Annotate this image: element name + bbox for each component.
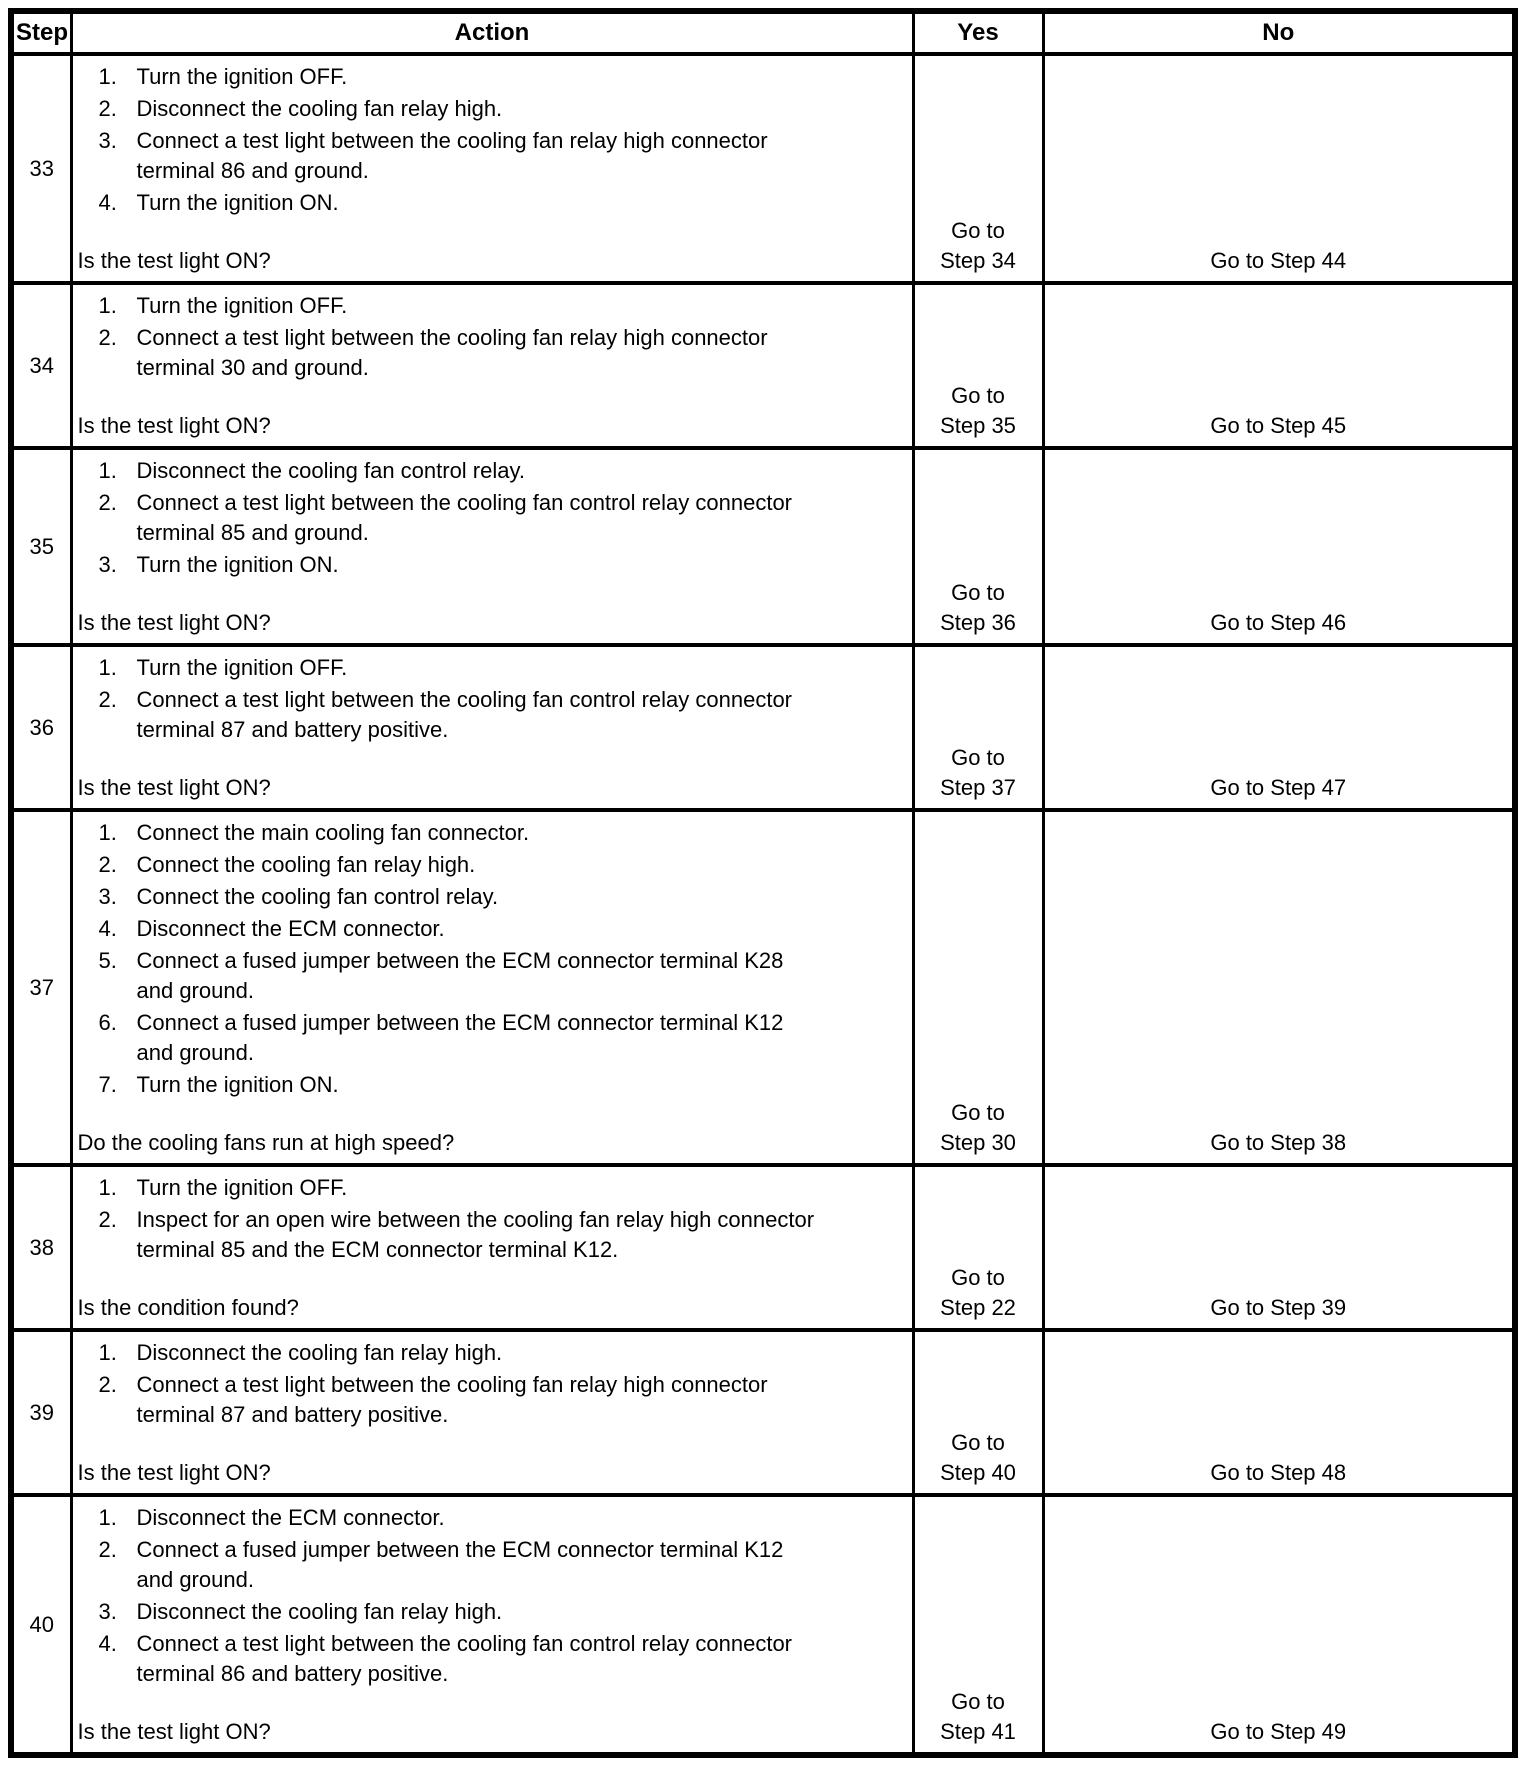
- action-item-number: 1.: [98, 1505, 117, 1530]
- action-item-number: 3.: [98, 128, 117, 153]
- action-question: Is the test light ON?: [77, 1719, 271, 1744]
- table-row: [11, 810, 1515, 1165]
- action-item: [73, 1008, 894, 1068]
- action-line: Disconnect the cooling fan control relay.: [136, 458, 525, 483]
- action-list: [73, 653, 894, 745]
- step-number: 33: [11, 54, 71, 283]
- action-line: Turn the ignition ON.: [136, 1072, 339, 1097]
- action-item: [73, 914, 894, 944]
- yes-goto-line2: Step 36: [940, 610, 1016, 635]
- action-item-text: [137, 1008, 894, 1068]
- action-list: [73, 818, 894, 1100]
- action-item: [73, 685, 894, 745]
- yes-goto-line1: Go to: [951, 1100, 1005, 1125]
- action-question: Is the test light ON?: [77, 775, 271, 800]
- action-cell: [71, 810, 913, 1165]
- action-item-text: [137, 653, 894, 683]
- action-cell: [71, 448, 913, 645]
- table-row: [11, 283, 1515, 448]
- action-item: [73, 550, 894, 580]
- diagnostic-table: [8, 8, 1518, 1758]
- no-goto: Go to Step 44: [1043, 54, 1515, 283]
- action-line: and ground.: [136, 978, 254, 1003]
- action-item-text: [137, 1173, 894, 1203]
- yes-goto-line2: Step 22: [940, 1295, 1016, 1320]
- action-item-number: 2.: [98, 325, 117, 350]
- action-item-number: 2.: [98, 490, 117, 515]
- action-item: [73, 94, 894, 124]
- action-item-number: 3.: [98, 884, 117, 909]
- action-item-text: [137, 94, 894, 124]
- action-question: Is the test light ON?: [77, 413, 271, 438]
- no-goto: Go to Step 38: [1043, 810, 1515, 1165]
- action-item: [73, 1629, 894, 1689]
- action-line: terminal 86 and ground.: [136, 158, 369, 183]
- action-list: [73, 456, 894, 580]
- action-item-number: 2.: [98, 1372, 117, 1397]
- action-item-number: 2.: [98, 687, 117, 712]
- step-number: 39: [11, 1330, 71, 1495]
- action-item-text: [137, 126, 894, 186]
- no-goto: Go to Step 39: [1043, 1165, 1515, 1330]
- action-item: [73, 126, 894, 186]
- action-item-text: [137, 291, 894, 321]
- action-item: [73, 1503, 894, 1533]
- action-cell: [71, 54, 913, 283]
- action-item-text: [137, 818, 894, 848]
- yes-cell: [913, 645, 1043, 810]
- action-item-number: 4.: [98, 916, 117, 941]
- header-yes: Yes: [913, 11, 1043, 54]
- step-number: 34: [11, 283, 71, 448]
- action-item: [73, 1173, 894, 1203]
- yes-goto-line2: Step 34: [940, 248, 1016, 273]
- action-question: Is the test light ON?: [77, 610, 271, 635]
- action-line: Turn the ignition ON.: [136, 190, 339, 215]
- action-item-text: [137, 850, 894, 880]
- action-line: Connect a test light between the cooling fan relay high connector: [136, 1372, 768, 1397]
- action-item: [73, 488, 894, 548]
- action-line: and ground.: [136, 1040, 254, 1065]
- action-list: [73, 291, 894, 383]
- action-line: Connect the main cooling fan connector.: [136, 820, 530, 845]
- action-item: [73, 1370, 894, 1430]
- action-line: terminal 30 and ground.: [136, 355, 369, 380]
- action-line: Disconnect the ECM connector.: [136, 916, 445, 941]
- action-item-number: 3.: [98, 552, 117, 577]
- action-line: Disconnect the cooling fan relay high.: [136, 96, 503, 121]
- action-line: Connect a test light between the cooling fan relay high connector: [136, 325, 768, 350]
- action-line: Connect a test light between the cooling fan control relay connector: [136, 490, 793, 515]
- action-cell: [71, 1330, 913, 1495]
- action-item: [73, 456, 894, 486]
- action-item-number: 4.: [98, 1631, 117, 1656]
- action-line: Inspect for an open wire between the cooling fan relay high connector: [136, 1207, 815, 1232]
- yes-cell: [913, 1165, 1043, 1330]
- action-line: terminal 86 and battery positive.: [136, 1661, 449, 1686]
- yes-cell: [913, 810, 1043, 1165]
- yes-cell: [913, 54, 1043, 283]
- action-question: Is the test light ON?: [77, 248, 271, 273]
- action-line: Connect a test light between the cooling fan control relay connector: [136, 1631, 793, 1656]
- action-list: [73, 1173, 894, 1265]
- action-item-text: [137, 946, 894, 1006]
- step-number: 36: [11, 645, 71, 810]
- action-question: Do the cooling fans run at high speed?: [77, 1130, 455, 1155]
- no-goto: Go to Step 45: [1043, 283, 1515, 448]
- action-item-number: 1.: [98, 458, 117, 483]
- action-item-number: 1.: [98, 655, 117, 680]
- action-item-number: 2.: [98, 1207, 117, 1232]
- header-step: Step: [11, 11, 71, 54]
- action-item: [73, 882, 894, 912]
- action-line: Turn the ignition OFF.: [136, 655, 348, 680]
- no-goto: Go to Step 48: [1043, 1330, 1515, 1495]
- header-row: [11, 11, 1515, 54]
- table-row: [11, 54, 1515, 283]
- action-item-number: 5.: [98, 948, 117, 973]
- yes-goto-line2: Step 35: [940, 413, 1016, 438]
- action-item-text: [137, 882, 894, 912]
- action-line: Turn the ignition OFF.: [136, 64, 348, 89]
- action-line: Disconnect the ECM connector.: [136, 1505, 445, 1530]
- action-item: [73, 1597, 894, 1627]
- yes-goto-line1: Go to: [951, 580, 1005, 605]
- action-line: Disconnect the cooling fan relay high.: [136, 1340, 503, 1365]
- yes-cell: [913, 448, 1043, 645]
- action-item-text: [137, 488, 894, 548]
- action-item-number: 7.: [98, 1072, 117, 1097]
- yes-goto-line1: Go to: [951, 1430, 1005, 1455]
- header-no: No: [1043, 11, 1515, 54]
- action-item-text: [137, 685, 894, 745]
- action-item-text: [137, 323, 894, 383]
- action-item: [73, 1535, 894, 1595]
- action-question: Is the test light ON?: [77, 1460, 271, 1485]
- action-item: [73, 946, 894, 1006]
- action-line: and ground.: [136, 1567, 254, 1592]
- yes-cell: [913, 283, 1043, 448]
- yes-goto-line1: Go to: [951, 1689, 1005, 1714]
- action-item: [73, 188, 894, 218]
- action-item: [73, 1205, 894, 1265]
- action-line: Connect a fused jumper between the ECM connector terminal K28: [136, 948, 784, 973]
- action-list: [73, 62, 894, 218]
- action-line: Connect the cooling fan relay high.: [136, 852, 476, 877]
- yes-goto-line1: Go to: [951, 1265, 1005, 1290]
- table-row: [11, 1330, 1515, 1495]
- action-line: Connect the cooling fan control relay.: [136, 884, 499, 909]
- action-item-text: [137, 1535, 894, 1595]
- action-item-number: 6.: [98, 1010, 117, 1035]
- action-item: [73, 1338, 894, 1368]
- action-cell: [71, 1165, 913, 1330]
- action-item-number: 1.: [98, 64, 117, 89]
- action-item: [73, 1070, 894, 1100]
- action-item-number: 1.: [98, 1340, 117, 1365]
- action-line: Connect a test light between the cooling fan control relay connector: [136, 687, 793, 712]
- action-line: Turn the ignition OFF.: [136, 293, 348, 318]
- yes-goto-line2: Step 37: [940, 775, 1016, 800]
- action-line: Connect a test light between the cooling fan relay high connector: [136, 128, 768, 153]
- header-action: Action: [71, 11, 913, 54]
- step-number: 38: [11, 1165, 71, 1330]
- action-item-number: 3.: [98, 1599, 117, 1624]
- action-item-text: [137, 1370, 894, 1430]
- action-item: [73, 291, 894, 321]
- table-body: [11, 54, 1515, 1755]
- step-number: 37: [11, 810, 71, 1165]
- action-item: [73, 850, 894, 880]
- action-item-number: 2.: [98, 1537, 117, 1562]
- action-item: [73, 653, 894, 683]
- table-row: [11, 1165, 1515, 1330]
- action-item: [73, 323, 894, 383]
- yes-goto-line2: Step 41: [940, 1719, 1016, 1744]
- action-line: terminal 87 and battery positive.: [136, 1402, 449, 1427]
- action-line: terminal 85 and the ECM connector terminal K12.: [136, 1237, 619, 1262]
- action-cell: [71, 283, 913, 448]
- action-line: terminal 85 and ground.: [136, 520, 369, 545]
- action-question: Is the condition found?: [77, 1295, 299, 1320]
- yes-goto-line1: Go to: [951, 745, 1005, 770]
- action-item: [73, 62, 894, 92]
- action-item-number: 1.: [98, 293, 117, 318]
- action-item-text: [137, 914, 894, 944]
- action-item-text: [137, 1070, 894, 1100]
- action-line: terminal 87 and battery positive.: [136, 717, 449, 742]
- no-goto: Go to Step 49: [1043, 1495, 1515, 1755]
- action-line: Connect a fused jumper between the ECM connector terminal K12: [136, 1010, 784, 1035]
- action-item-number: 4.: [98, 190, 117, 215]
- yes-goto-line1: Go to: [951, 383, 1005, 408]
- yes-cell: [913, 1330, 1043, 1495]
- action-cell: [71, 645, 913, 810]
- action-cell: [71, 1495, 913, 1755]
- action-item-text: [137, 1629, 894, 1689]
- action-line: Turn the ignition ON.: [136, 552, 339, 577]
- action-item: [73, 818, 894, 848]
- no-goto: Go to Step 47: [1043, 645, 1515, 810]
- action-item-text: [137, 1503, 894, 1533]
- action-item-number: 2.: [98, 852, 117, 877]
- yes-goto-line1: Go to: [951, 218, 1005, 243]
- step-number: 40: [11, 1495, 71, 1755]
- action-list: [73, 1503, 894, 1689]
- action-item-number: 2.: [98, 96, 117, 121]
- step-number: 35: [11, 448, 71, 645]
- action-item-text: [137, 550, 894, 580]
- yes-cell: [913, 1495, 1043, 1755]
- no-goto: Go to Step 46: [1043, 448, 1515, 645]
- yes-goto-line2: Step 40: [940, 1460, 1016, 1485]
- action-item-number: 1.: [98, 820, 117, 845]
- table-row: [11, 645, 1515, 810]
- yes-goto-line2: Step 30: [940, 1130, 1016, 1155]
- action-line: Disconnect the cooling fan relay high.: [136, 1599, 503, 1624]
- action-item-text: [137, 188, 894, 218]
- table-row: [11, 448, 1515, 645]
- action-item-text: [137, 456, 894, 486]
- action-item-text: [137, 1338, 894, 1368]
- action-item-text: [137, 62, 894, 92]
- action-item-text: [137, 1597, 894, 1627]
- action-item-text: [137, 1205, 894, 1265]
- action-line: Connect a fused jumper between the ECM connector terminal K12: [136, 1537, 784, 1562]
- action-list: [73, 1338, 894, 1430]
- table-row: [11, 1495, 1515, 1755]
- action-item-number: 1.: [98, 1175, 117, 1200]
- action-line: Turn the ignition OFF.: [136, 1175, 348, 1200]
